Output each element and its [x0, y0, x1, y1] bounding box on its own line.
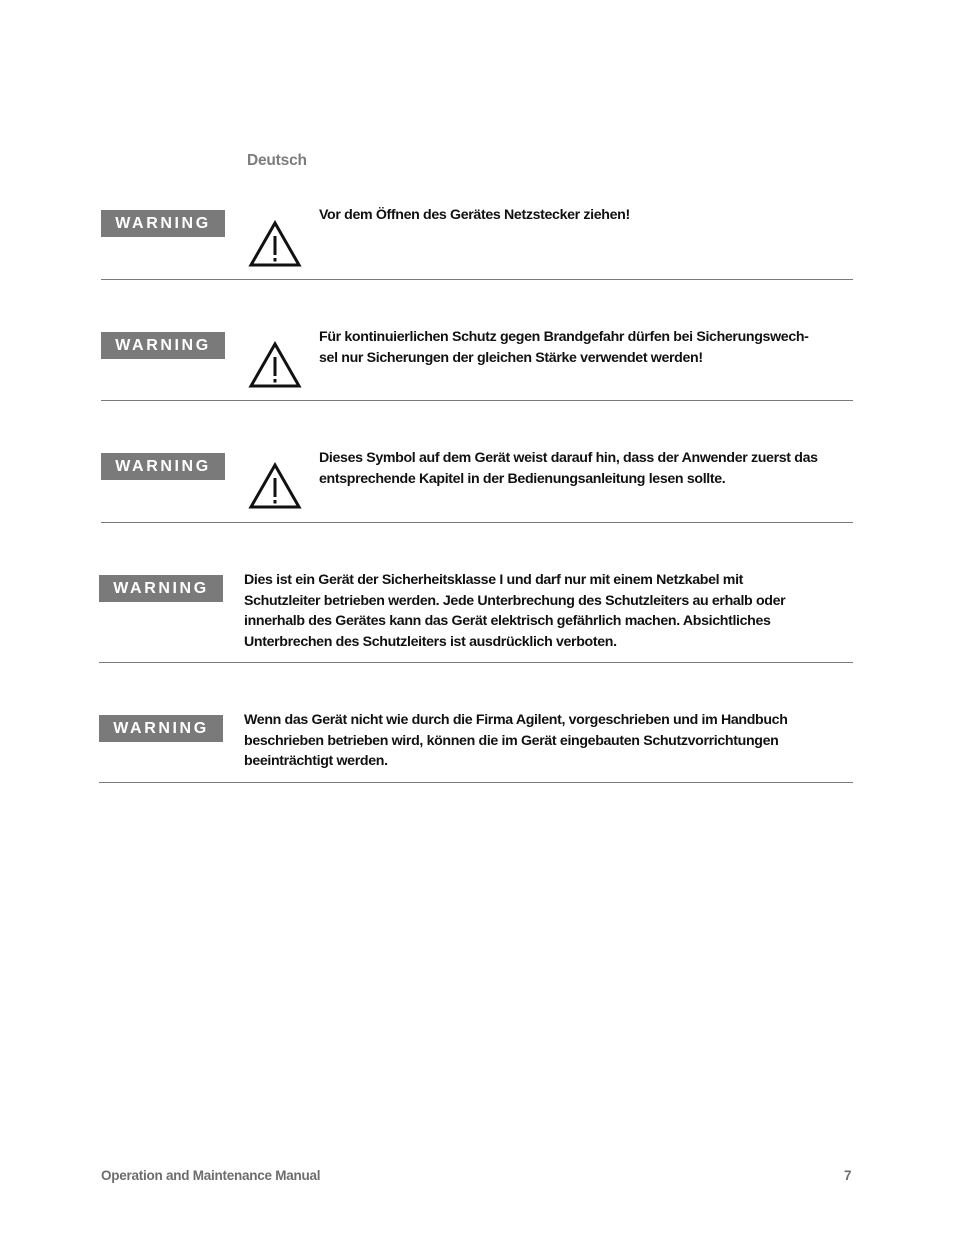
warning-text: Wenn das Gerät nicht wie durch die Firma Agilent, vorgeschrieben und im Handbuch beschrieben betrieben wird, können die im Gerät eingebauten Schutzvorrichtungen beeinträchtigt werden. — [244, 712, 788, 770]
divider — [101, 279, 853, 280]
warning-badge: WARNING — [101, 332, 225, 359]
footer-manual-title: Operation and Maintenance Manual — [101, 1168, 321, 1183]
page-number: 7 — [844, 1168, 852, 1183]
warning-triangle-icon — [248, 341, 302, 389]
warning-triangle-icon — [248, 220, 302, 268]
divider — [99, 782, 853, 783]
section-title: Deutsch — [247, 152, 307, 169]
warning-text: Für kontinuierlichen Schutz gegen Brandgefahr dürfen bei Sicherungswech- sel nur Sicherungen der gleichen Stärke verwendet werden! — [319, 329, 809, 366]
divider — [101, 400, 853, 401]
warning-badge: WARNING — [99, 715, 223, 742]
warning-badge: WARNING — [99, 575, 223, 602]
warning-badge: WARNING — [101, 453, 225, 480]
warning-text: Dies ist ein Gerät der Sicherheitsklasse I und darf nur mit einem Netzkabel mit Schutzleiter betrieben werden. Jede Unterbrechung des Schutzleiters au erhalb oder innerhalb des Gerätes kann das Gerät elektrisch gefährlich machen. Absichtliches Unterbrechen des Schutzleiters ist ausdrücklich verboten. — [244, 572, 786, 650]
warning-text: Dieses Symbol auf dem Gerät weist darauf hin, dass der Anwender zuerst das entsprechende Kapitel in der Bedienungsanleitung lesen sollte. — [319, 450, 818, 487]
warning-badge: WARNING — [101, 210, 225, 237]
warning-text: Vor dem Öffnen des Gerätes Netzstecker ziehen! — [319, 207, 630, 223]
warning-triangle-icon — [248, 462, 302, 510]
divider — [101, 522, 853, 523]
divider — [99, 662, 853, 663]
